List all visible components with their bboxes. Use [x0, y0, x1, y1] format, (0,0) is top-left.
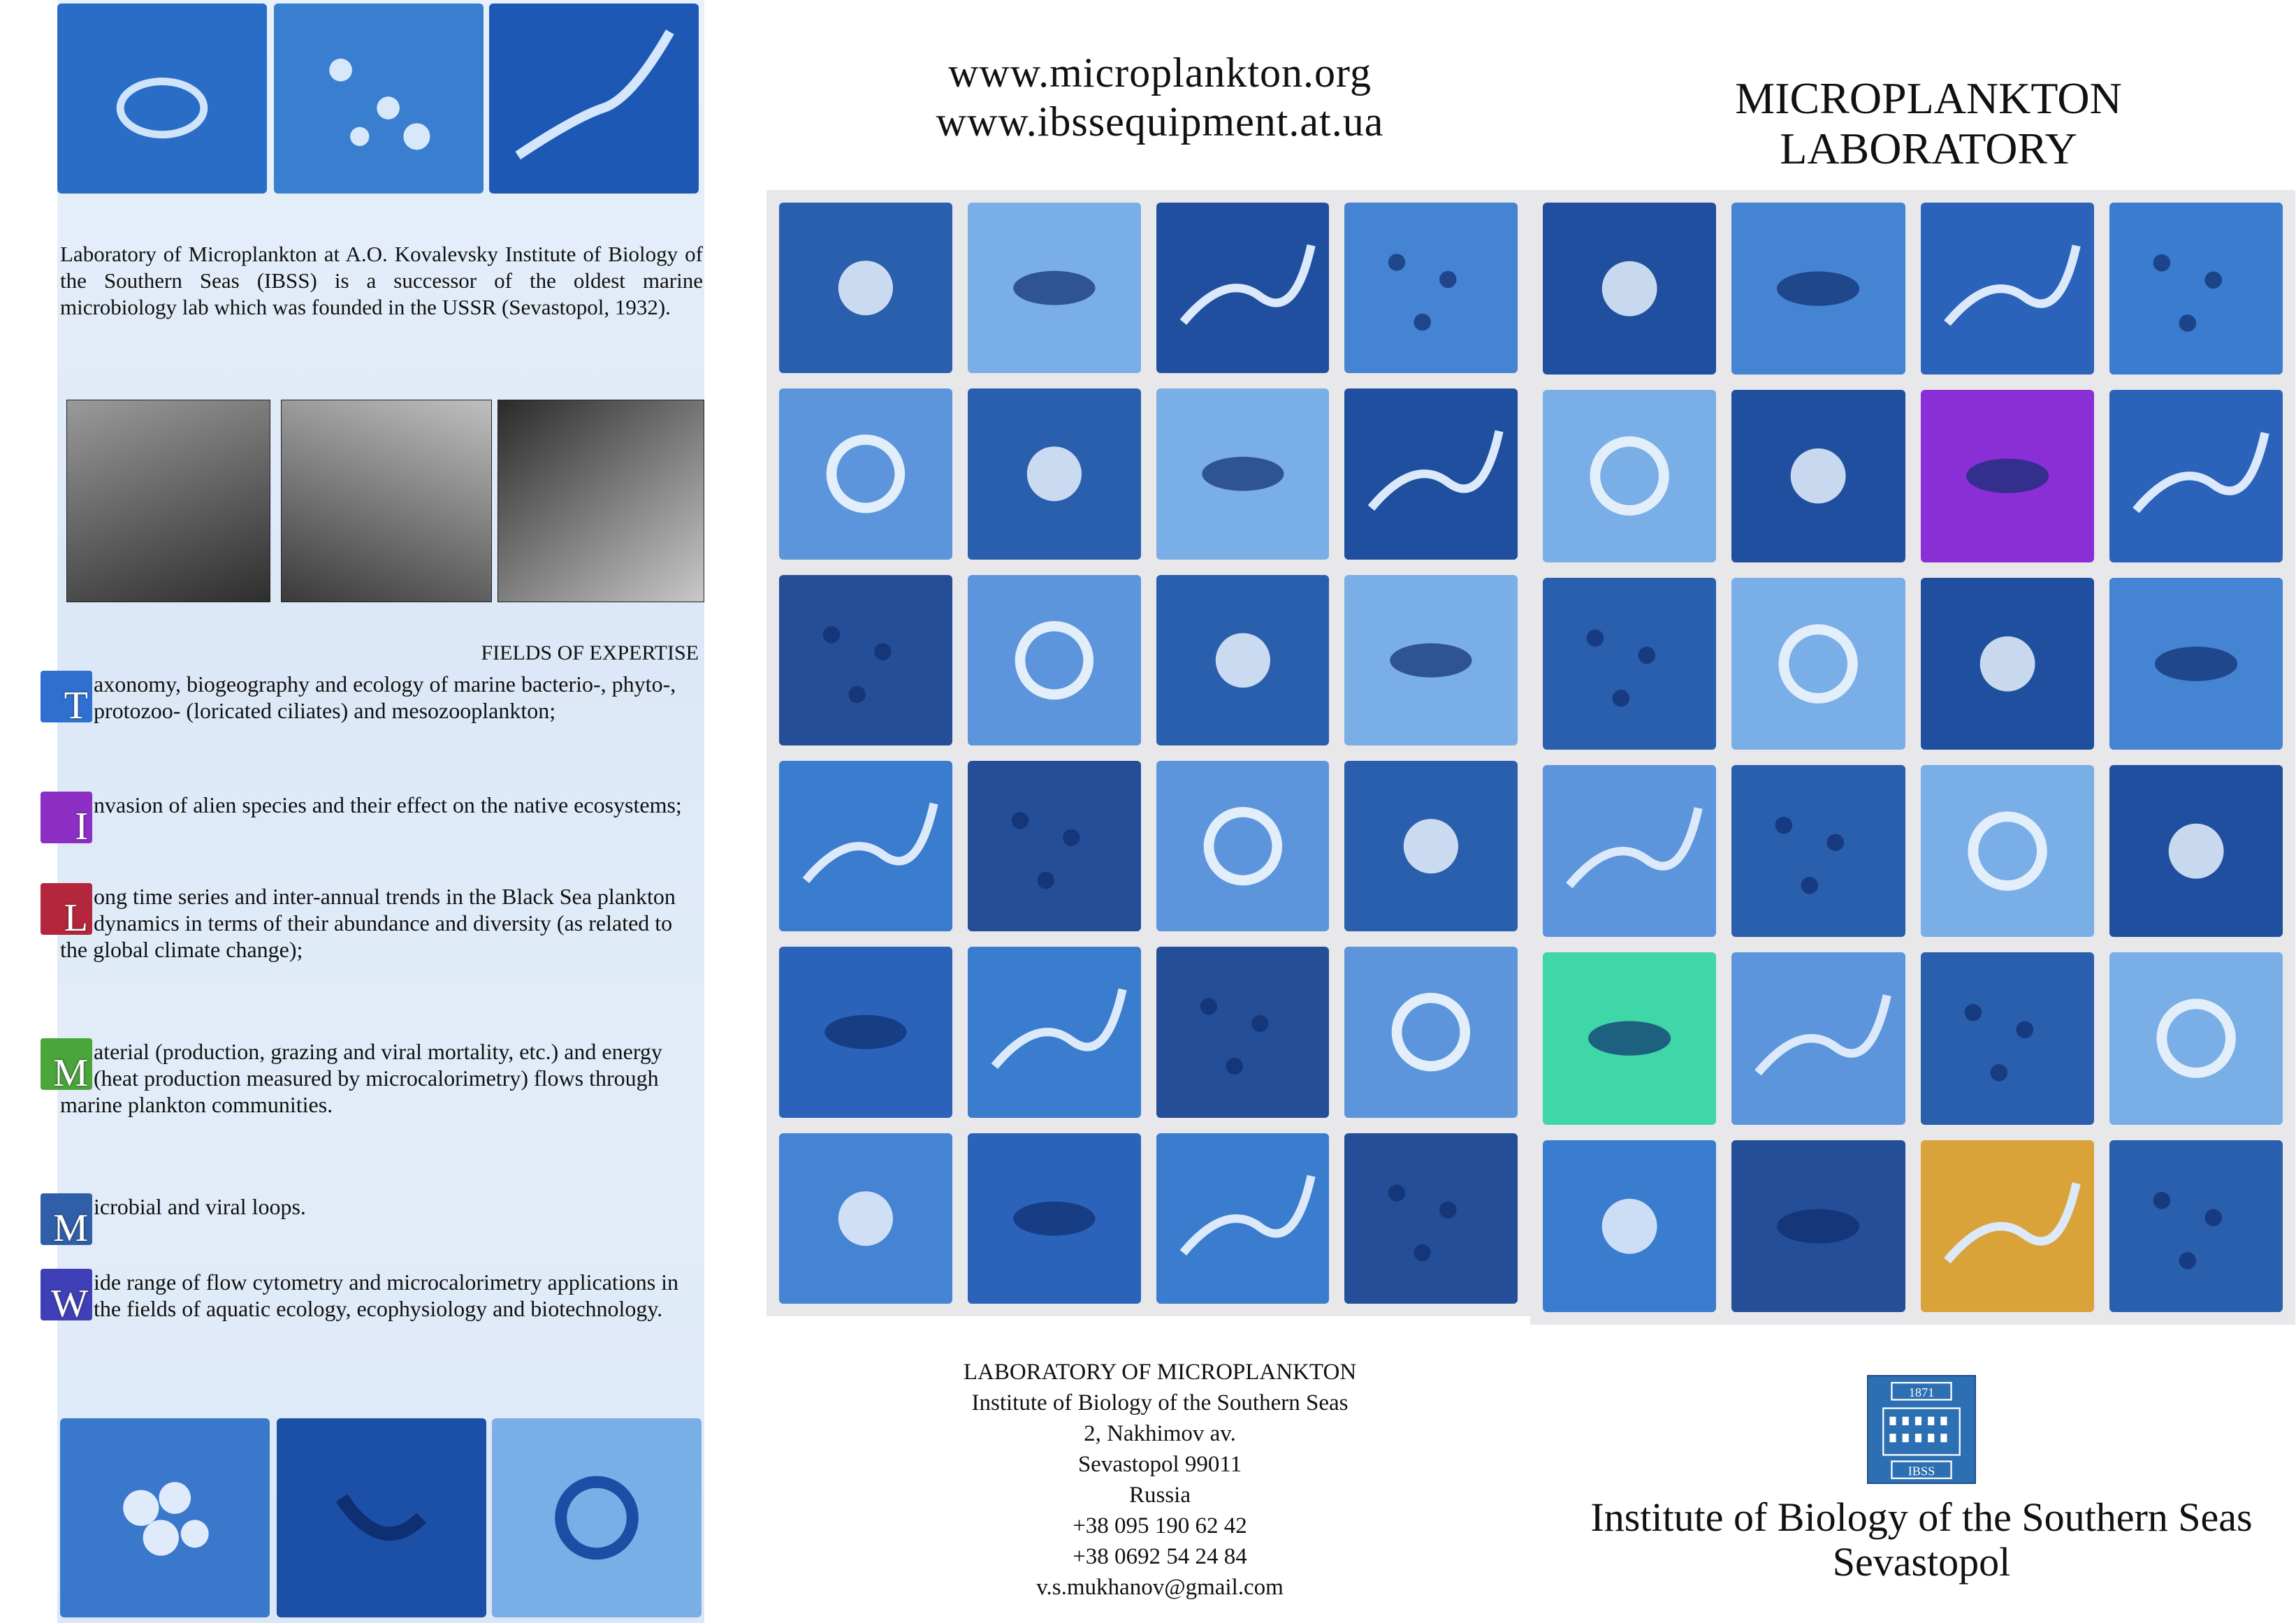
plankton-tile — [1731, 952, 1905, 1124]
plankton-tile — [1921, 952, 2094, 1124]
plankton-tile — [1156, 947, 1330, 1117]
plankton-tile — [2109, 1140, 2283, 1312]
expertise-item: L ong time series and inter-annual trends in the Black Sea plankton dynamics in terms of their abundance and diversity (as related to the global climate change); — [60, 883, 703, 963]
plankton-grid-left — [766, 190, 1530, 1316]
drop-cap-M: M — [41, 1038, 92, 1090]
intro-paragraph: Laboratory of Microplankton at A.O. Kovalevsky Institute of Biology of the Southern Seas (IBSS) is a successor of the oldest marine microbiology lab which was founded in the USSR (Sevastopol, 1932). — [60, 242, 703, 319]
expertise-item: I nvasion of alien species and their effect on the native ecosystems; — [60, 792, 703, 843]
phone: +38 0692 54 24 84 — [1073, 1544, 1247, 1569]
plankton-tile — [968, 203, 1141, 373]
plankton-tile — [57, 3, 267, 194]
plankton-tile — [1156, 761, 1330, 931]
expertise-item: M aterial (production, grazing and viral mortality, etc.) and energy (heat production measured by microcalorimetry) flows through marine plankton communities. — [60, 1038, 703, 1118]
plankton-tile — [1543, 1140, 1716, 1312]
plankton-tile — [1731, 765, 1905, 937]
plankton-tile — [1921, 765, 2094, 937]
plankton-tile — [1731, 390, 1905, 562]
plankton-tile — [2109, 390, 2283, 562]
plankton-tile — [489, 3, 699, 194]
street: 2, Nakhimov av. — [1084, 1421, 1236, 1446]
historical-photo — [281, 400, 492, 602]
city: Sevastopol 99011 — [1077, 1452, 1242, 1477]
plankton-tile — [779, 1133, 952, 1304]
svg-text:1871: 1871 — [1908, 1385, 1935, 1399]
plankton-tile — [1921, 203, 2094, 374]
plankton-tile — [779, 761, 952, 931]
drop-cap-I: I — [41, 792, 92, 843]
plankton-tile — [2109, 765, 2283, 937]
institute-footer: Institute of Biology of the Southern Seas Sevastopol — [1590, 1494, 2253, 1585]
plankton-tile — [1731, 578, 1905, 750]
plankton-tile — [1921, 578, 2094, 750]
expertise-item: W ide range of flow cytometry and microcalorimetry applications in the fields of aquatic ecology, ecophysiology and biotechnology. — [60, 1269, 703, 1322]
plankton-tile — [968, 575, 1141, 745]
plankton-tile — [274, 3, 484, 194]
historical-photo — [497, 400, 704, 602]
plankton-tile — [1731, 203, 1905, 374]
plankton-tile — [968, 388, 1141, 559]
plankton-tile — [1344, 761, 1518, 931]
plankton-grid-right — [1530, 190, 2295, 1325]
historical-photo — [66, 400, 270, 602]
plankton-tile — [1344, 388, 1518, 559]
expertise-item: M icrobial and viral loops. — [60, 1193, 703, 1245]
plankton-tile — [968, 1133, 1141, 1304]
plankton-tile — [1156, 575, 1330, 745]
plankton-tile — [968, 947, 1141, 1117]
plankton-tile — [1344, 203, 1518, 373]
plankton-tile — [968, 761, 1141, 931]
page-title: MICROPLANKTON LABORATORY — [1735, 73, 2122, 173]
contact-address — [804, 1357, 1516, 1603]
expertise-item: T axonomy, biogeography and ecology of marine bacterio-, phyto-, protozoo- (loricated ciliates) and mesozooplankton; — [60, 671, 703, 724]
plankton-tile — [2109, 952, 2283, 1124]
plankton-tile — [779, 203, 952, 373]
plankton-tile — [1156, 1133, 1330, 1304]
plankton-tile — [1543, 578, 1716, 750]
plankton-tile — [1543, 203, 1716, 374]
svg-text:IBSS: IBSS — [1908, 1464, 1935, 1478]
fields-of-expertise-heading: FIELDS OF EXPERTISE — [481, 641, 699, 664]
plankton-tile — [492, 1418, 702, 1617]
plankton-tile — [2109, 203, 2283, 374]
plankton-tile — [1921, 1140, 2094, 1312]
institute-name: Institute of Biology of the Southern Seas — [971, 1390, 1349, 1415]
plankton-tile — [779, 947, 952, 1117]
email[interactable]: v.s.mukhanov@gmail.com — [1036, 1575, 1284, 1600]
plankton-tile — [1156, 388, 1330, 559]
country: Russia — [1128, 1483, 1191, 1508]
website-url[interactable]: www.microplankton.org — [948, 50, 1372, 96]
plankton-tile — [277, 1418, 486, 1617]
plankton-tile — [60, 1418, 270, 1617]
plankton-tile — [1344, 575, 1518, 745]
left-panel — [0, 0, 706, 1623]
plankton-tile — [1543, 765, 1716, 937]
plankton-tile — [779, 575, 952, 745]
ibss-logo — [1867, 1375, 1976, 1484]
drop-cap-M: M — [41, 1193, 92, 1245]
plankton-tile — [2109, 578, 2283, 750]
plankton-tile — [1543, 952, 1716, 1124]
lab-name: LABORATORY OF MICROPLANKTON — [963, 1360, 1357, 1385]
plankton-tile — [1156, 203, 1330, 373]
plankton-tile — [1344, 947, 1518, 1117]
drop-cap-W: W — [41, 1269, 92, 1320]
drop-cap-T: T — [41, 671, 92, 722]
phone: +38 095 190 62 42 — [1073, 1513, 1247, 1538]
plankton-tile — [1543, 390, 1716, 562]
drop-cap-L: L — [41, 883, 92, 935]
plankton-tile — [1731, 1140, 1905, 1312]
plankton-tile — [779, 388, 952, 559]
website-url[interactable]: www.ibssequipment.at.ua — [936, 99, 1384, 145]
plankton-tile — [1344, 1133, 1518, 1304]
plankton-tile — [1921, 390, 2094, 562]
